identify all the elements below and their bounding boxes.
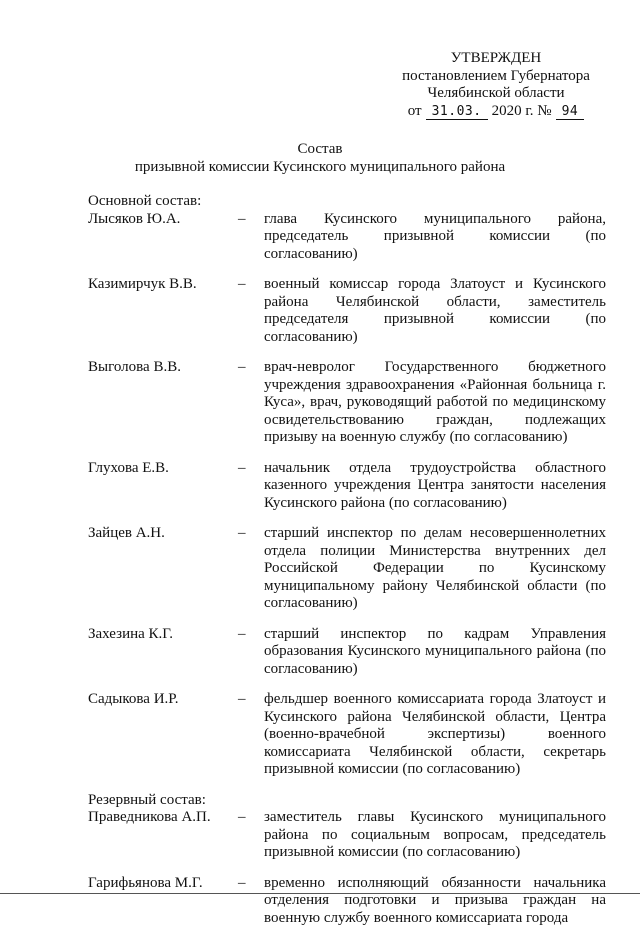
- member-name: Захезина К.Г.: [88, 626, 238, 679]
- member-row: [88, 211, 608, 264]
- approval-year-text: 2020 г. №: [492, 103, 552, 121]
- title-line-1: Состав: [0, 141, 640, 159]
- approval-date: 31.03.: [426, 104, 488, 120]
- approval-heading: УТВЕРЖДЕН: [396, 50, 596, 68]
- member-dash: –: [238, 460, 264, 513]
- document-title: [0, 141, 640, 176]
- member-name: Садыкова И.Р.: [88, 691, 238, 779]
- main-members-list: [88, 211, 608, 779]
- approval-date-number-line: [396, 103, 596, 121]
- main-section-label: Основной состав:: [88, 193, 608, 211]
- member-name: Праведникова А.П.: [88, 809, 238, 862]
- member-row: [88, 809, 608, 862]
- member-name: Зайцев А.Н.: [88, 525, 238, 613]
- member-dash: –: [238, 359, 264, 447]
- member-dash: –: [238, 691, 264, 779]
- member-row: [88, 460, 608, 513]
- member-row: [88, 276, 608, 346]
- member-dash: –: [238, 276, 264, 346]
- title-line-2: призывной комиссии Кусинского муниципального района: [0, 159, 640, 177]
- member-row: [88, 525, 608, 613]
- page-bottom-rule: [0, 893, 640, 894]
- member-dash: –: [238, 525, 264, 613]
- reserve-section-label: Резервный состав:: [88, 792, 608, 810]
- member-name: Выголова В.В.: [88, 359, 238, 447]
- member-position: старший инспектор по делам несовершеннолетних отдела полиции Министерства внутренних дел Российской Федерации по Кусинскому муниципальному району Челябинской области (по согласованию): [264, 525, 606, 613]
- member-position: старший инспектор по кадрам Управления образования Кусинского муниципального района (по согласованию): [264, 626, 606, 679]
- member-row: [88, 875, 608, 927]
- member-position: врач-невролог Государственного бюджетного учреждения здравоохранения «Районная больница г. Куса», врач, руководящий работой по медицинскому освидетельствованию граждан, подлежащих призыву на военную службу (по согласованию): [264, 359, 606, 447]
- member-name: Казимирчук В.В.: [88, 276, 238, 346]
- member-dash: –: [238, 809, 264, 862]
- member-dash: –: [238, 626, 264, 679]
- reserve-members-list: [88, 809, 608, 927]
- member-dash: –: [238, 875, 264, 927]
- member-row: [88, 626, 608, 679]
- member-name: Глухова Е.В.: [88, 460, 238, 513]
- member-position: заместитель главы Кусинского муниципального района по социальным вопросам, председатель призывной комиссии (по согласованию): [264, 809, 606, 862]
- member-position: глава Кусинского муниципального района, председатель призывной комиссии (по согласованию): [264, 211, 606, 264]
- commission-content: [88, 193, 608, 927]
- member-position: фельдшер военного комиссариата города Златоуст и Кусинского района Челябинской области, Центра (военно-врачебной экспертизы) военного комиссариата Челябинской области, секретарь призывной комиссии (по согласованию): [264, 691, 606, 779]
- approval-authority: постановлением Губернатора: [396, 68, 596, 86]
- member-name: Гарифьянова М.Г.: [88, 875, 238, 927]
- member-position: временно исполняющий обязанности начальника отделения подготовки и призыва граждан на военную службу военного комиссариата города: [264, 875, 606, 927]
- approval-block: [396, 50, 596, 120]
- member-dash: –: [238, 211, 264, 264]
- approval-number: 94: [556, 104, 585, 120]
- member-row: [88, 691, 608, 779]
- member-name: Лысяков Ю.А.: [88, 211, 238, 264]
- member-row: [88, 359, 608, 447]
- member-position: начальник отдела трудоустройства областного казенного учреждения Центра занятости населения Кусинского района (по согласованию): [264, 460, 606, 513]
- member-position: военный комиссар города Златоуст и Кусинского района Челябинской области, заместитель председателя призывной комиссии (по согласованию): [264, 276, 606, 346]
- approval-region: Челябинской области: [396, 85, 596, 103]
- approval-from-label: от: [408, 103, 422, 121]
